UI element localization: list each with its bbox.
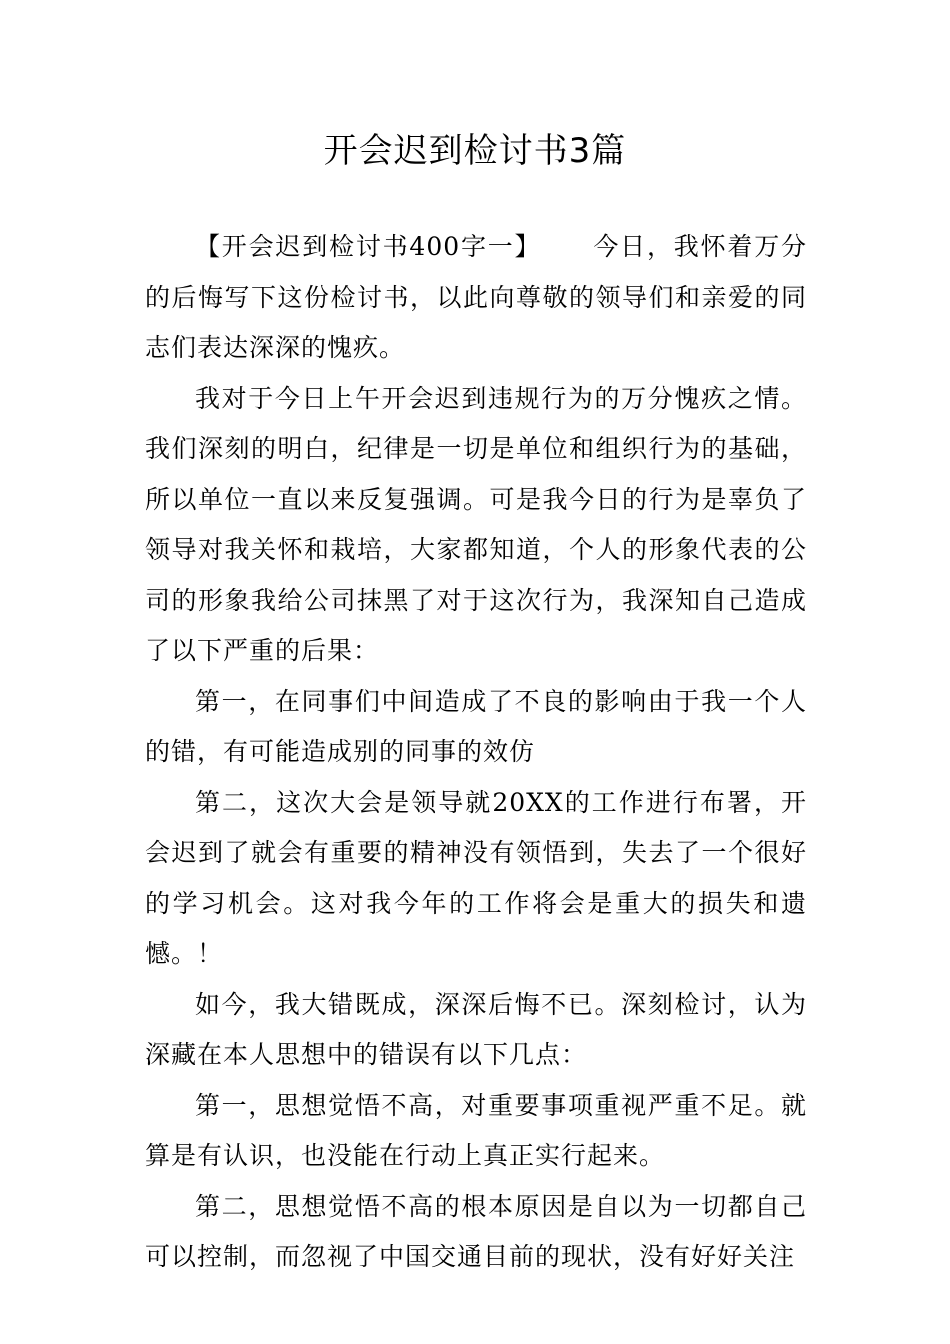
paragraph-4: 第二，这次大会是领导就20XX的工作进行布署，开会迟到了就会有重要的精神没有领悟到，失去了一个很好的学习机会。这对我今年的工作将会是重大的损失和遗憾。！ — [145, 787, 807, 968]
paragraph-5: 如今，我大错既成，深深后悔不已。深刻检讨，认为深藏在本人思想中的错误有以下几点： — [145, 989, 807, 1069]
paragraph-7: 第二，思想觉悟不高的根本原因是自以为一切都自己可以控制，而忽视了中国交通目前的现状，没有好好关注 — [145, 1191, 807, 1271]
paragraph-1 — [145, 222, 807, 374]
document-body — [145, 222, 807, 1283]
paragraph-2: 我对于今日上午开会迟到违规行为的万分愧疚之情。我们深刻的明白，纪律是一切是单位和组织行为的基础，所以单位一直以来反复强调。可是我今日的行为是辜负了领导对我关怀和栽培，大家都知道，个人的形象代表的公司的形象我给公司抹黑了对于这次行为，我深知自己造成了以下严重的后果： — [145, 383, 807, 665]
paragraph-3: 第一，在同事们中间造成了不良的影响由于我一个人的错，有可能造成别的同事的效仿 — [145, 686, 807, 766]
document-title: 开会迟到检讨书3篇 — [323, 131, 627, 171]
paragraph-text: 今日，我怀着万分的后悔写下这份检讨书，以此向尊敬的领导们和亲爱的同志们表达深深的愧疚。 — [145, 232, 807, 362]
paragraph-6: 第一，思想觉悟不高，对重要事项重视严重不足。就算是有认识，也没能在行动上真正实行起来。 — [145, 1090, 807, 1170]
section-heading-tag: 【开会迟到检讨书400字一】 — [195, 232, 542, 261]
